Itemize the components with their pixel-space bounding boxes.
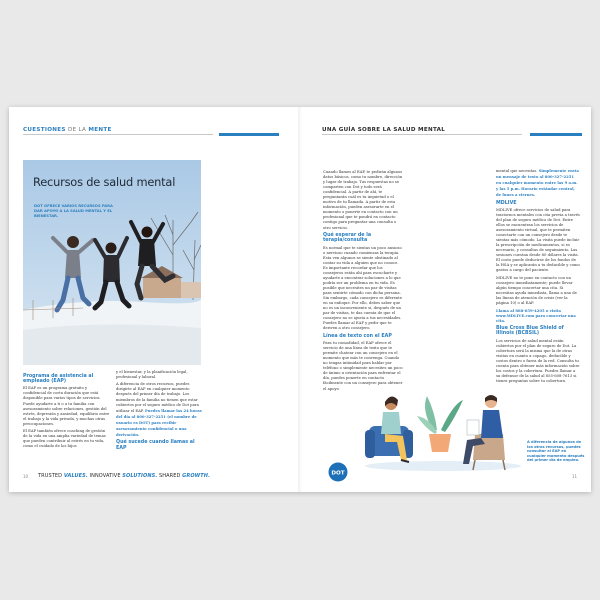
header-rule — [23, 134, 213, 135]
header-rule — [322, 134, 522, 135]
bcbs-heading: Blue Cross Blue Shield of Illinois (BCBSIL) — [496, 325, 564, 337]
photo-subtitle: DOT OFRECE VARIOS RECURSOS PARA DAR APOYO A LA SALUD MENTAL Y EL BIENESTAR. — [34, 204, 113, 219]
mdlive-paragraph-2: MDLIVE no te pone en contacto con un consejero inmediatamente; puede llevar algún tiempo concertar una cita. Si necesitas ayuda inmediata, llama a una de las líneas de atención de crisis (ver la página 10) o al EAP. — [496, 275, 577, 305]
tagline-word: SOLUTIONS. — [122, 473, 158, 479]
eap-heading: Programa de asistencia al empleado (EAP) — [23, 373, 94, 385]
right-page-header: UNA GUÍA SOBRE LA SALUD MENTAL — [322, 127, 446, 133]
text-line-heading: Línea de texto con el EAP — [323, 333, 392, 339]
magazine-spread — [9, 107, 591, 492]
left-column-2 — [116, 370, 204, 453]
eap-phone-highlight: Puedes llamar las 24 horas del día al 800-327-2251 (el nombre de usuario es DOT) para recibir asesoramiento confidencial o una derivación. — [116, 407, 202, 437]
tagline-word: TRUSTED — [38, 473, 63, 479]
text-line-paragraph: Para tu comodidad, el EAP ofrece el servicio de una línea de texto que te permite chatear con un consejero en el momento que más te convenga. Cuando no tengas intimidad para hablar por teléfono o simplemente necesites un poco de ánimo u orientación para enfrentar el día, puedes ponerte en contacto fácilmente con un consejero para obtener el apoyo — [323, 341, 403, 391]
eap-callout: A diferencia de algunos de los otros recursos, puedes consultar el EAP en cualquier momento después del primer día de empleo. — [527, 440, 585, 463]
right-column-1 — [323, 170, 403, 394]
jumping-friends-image — [23, 160, 201, 365]
page-number-left: 10 — [23, 474, 29, 479]
text-line-continued — [496, 168, 580, 198]
bcbs-paragraph: Los servicios de salud mental están cubiertos por el plan de seguro de Dot. La cobertura será la misma que la de otras visitas en cuanto a copago, deducible y costos dentro o fuera de la red. Consulta tu cuenta para obtener más información sobre los costos y la cobertura. Puedes llamar a su defensor de la salud al 855-608-7613 si tienes preguntas sobre tu cobertura. — [496, 338, 580, 383]
page-number-right: 11 — [572, 474, 578, 479]
eap-paragraph-4-text: A diferencia de otros recursos, puedes dirigirte al EAP en cualquier momento después del primer día de trabajo. Los miembros de la familia no tienen que estar cubiertos por el seguro médico de Dot para utilizar el EAP. — [116, 382, 199, 413]
left-column-1 — [23, 372, 111, 452]
header-word-1: CUESTIONES — [23, 127, 66, 133]
header-accent-rule — [530, 133, 582, 136]
patient-figure — [365, 396, 413, 462]
text-line-number-highlight: Simplemente envía un mensaje de texto al 800-327-2251 en cualquier momento entre las 9 a.m. y las 5 p.m. Horario estándar central, de lunes a viernes. — [496, 168, 579, 198]
therapy-heading: Qué esperar de la terapia/consulta — [323, 232, 372, 244]
mdlive-contact: Llama al 888-659-4205 o visita www.MDLIVE.com para concertar una cita. — [496, 308, 576, 324]
call-eap-heading: Qué sucede cuando llamas al EAP — [116, 440, 195, 451]
tagline-word: GROWTH. — [182, 473, 211, 479]
counselor-figure — [463, 395, 505, 470]
call-intro-paragraph: Cuando llames al EAP, te pedirán algunos datos básicos, como tu nombre, dirección y lugar de trabajo. Tus respuestas no se comparten con Dot y todo será confidencial. A partir de ahí, te preguntarán cuál es tu inquietud o el motivo de tu llamada. A partir de esta información, pueden asesorarte en el momento o ponerte en contacto con un profesional que te pondrá en contacto contigo para preguntar una consulta o otro servicio. — [323, 170, 403, 230]
right-column-3 — [496, 168, 580, 386]
eap-paragraph-1: El EAP es un programa gratuito y confidencial de corta duración que está disponible para varios tipos de servicios. Puede ayudarte a ti o a tu familia con asesoramiento sobre relaciones, gestión del estrés, depresión y ansiedad, equilibrio entre el trabajo y la vida privada, y muchas otras preocupaciones. — [23, 386, 110, 426]
dot-logo-text: DOT — [331, 470, 345, 477]
plant-icon — [417, 396, 463, 452]
eap-paragraph-2: El EAP también ofrece coaching de gestión de la vida en una amplia variedad de temas que pueden contribuir al estrés en tu vida, como el cuidado de los hijos — [23, 429, 106, 449]
text-line-continued-text: mental que necesitas. — [496, 169, 538, 173]
header-word-2: DE LA — [67, 127, 87, 133]
tagline-word: VALUES. — [63, 473, 88, 479]
hero-photo — [23, 160, 201, 365]
header-word-3: MENTE — [88, 127, 112, 133]
mdlive-heading: MDLIVE — [496, 200, 517, 206]
mdlive-paragraph-1: MDLIVE ofrece servicios de salud para trastornos mentales con cita previa a través del plan de seguro médico de Dot. Entre ellos se encuentran los servicios de asesoramiento virtual, que te permiten conectarte con un consejero desde te sientas más cómodo. La visita puede incluir la prescripción de medicamentos, si es necesario, y consultas de seguimiento. Las sesiones cuestan desde 80 dólares la visita. El costo puede deducirse de los fondos de la HSA y se aplicarán a tu deducible y como gastos a cargo del paciente. — [496, 207, 580, 273]
header-accent-rule — [219, 133, 279, 136]
counseling-scene-image — [363, 390, 523, 472]
therapy-paragraph: Es normal que te sientas un poco ansioso o nervioso cuando comienzas la terapia. Esta ven algunos se siente obstinado al contar su vida a alguien que no conoce. Es importante recordar que los consejeros están ahí para escucharte y ayudarte a encontrar soluciones a lo que podría ser un problema en tu vida. Es posible que necesites un par de visitas para sentirte cómodo con dicha persona. Sin embargo, cada consejero es diferente en su enfoque. Por ello, debes saber que no es un inconveniente si, después de un par de visitas, te das cuenta de que el consejero no se ajusta a tus necesidades. Puedes llamar al EAP y pedir que te deriven a otro consejero. — [323, 245, 403, 331]
spread-gutter — [298, 107, 302, 492]
photo-title: Recursos de salud mental — [33, 175, 176, 189]
left-page-header — [23, 127, 112, 133]
dot-logo-icon — [328, 462, 348, 482]
dot-logo — [328, 462, 348, 486]
footer-tagline — [38, 473, 210, 479]
eap-paragraph-4 — [116, 382, 204, 437]
eap-paragraph-3: y el bienestar, y la planificación legal, profesional y laboral. — [116, 370, 188, 380]
counseling-illustration — [363, 390, 523, 476]
tagline-word: SHARED — [159, 473, 181, 479]
tagline-word: INNOVATIVE — [89, 473, 121, 479]
